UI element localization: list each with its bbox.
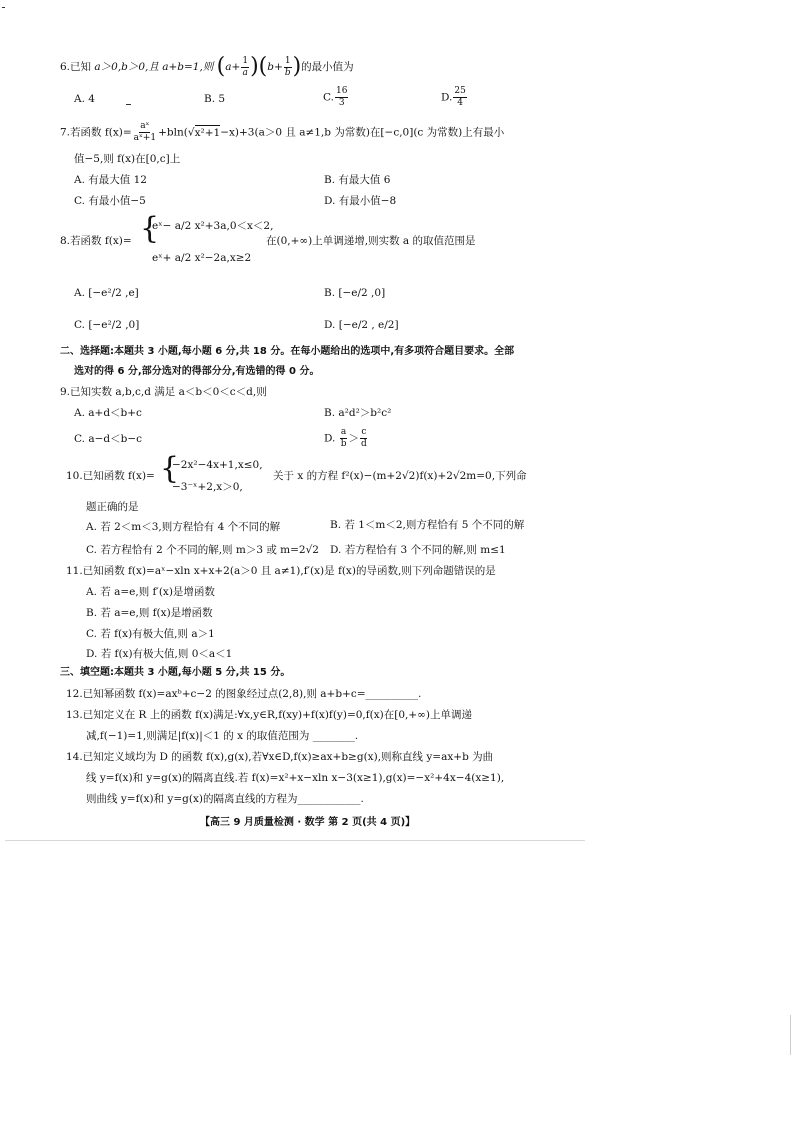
question-9-stem: 9.已知实数 a,b,c,d 满足 a＜b＜0＜c＜d,则 (60, 386, 267, 398)
question-14-line3: 则曲线 y=f(x)和 y=g(x)的隔离直线的方程为____________. (86, 793, 364, 805)
section-2-heading-line2: 选对的得 6 分,部分选对的得部分分,有选错的得 0 分。 (74, 366, 320, 377)
q6-pre: 已知 (70, 61, 92, 73)
question-number: 6. (60, 61, 71, 73)
q9-option-a: A. a+d＜b+c (74, 407, 142, 419)
q11-option-d: D. 若 f(x)有极大值,则 0＜a＜1 (86, 648, 233, 660)
q8-case-1: eˣ− a/2 x²+3a,0＜x＜2, (152, 220, 274, 232)
question-8-pre: 8.若函数 f(x)= (60, 235, 132, 247)
question-7-stem: 7.若函数 f(x)= $\frac{\text{aˣ}}{\text{aˣ+1}}$ +bln(√x²+1−x)+3(a＞0 且 a≠1,b 为常数)在[−c,0](c 为常数)上有最小 (60, 121, 505, 143)
q10-post: 关于 x 的方程 f²(x)−(m+2√2)f(x)+2√2m=0,下列命 (273, 470, 527, 482)
q10-option-c: C. 若方程恰有 2 个不同的解,则 m＞3 或 m=2√2 (86, 544, 319, 556)
q11-option-c: C. 若 f(x)有极大值,则 a＞1 (86, 628, 215, 640)
question-number: 9. (60, 386, 71, 398)
question-number: 7. (60, 126, 71, 139)
q6-post: 的最小值为 (301, 61, 354, 73)
q6-condition: a＞0,b＞0,且 a+b=1,则 (94, 61, 214, 73)
stray-mark (126, 104, 131, 105)
question-14-line2: 线 y=f(x)和 y=g(x)的隔离直线.若 f(x)=x²+x−xln x−3(x≥1),g(x)=−x²+4x−4(x≥1), (86, 772, 505, 784)
brace: { (160, 451, 180, 486)
question-6-stem: 6.已知 a＞0,b＞0,且 a+b=1,则 (a+ $\frac{1}{a}$ )(b+ $\frac{1}{b}$ )的最小值为 (60, 54, 354, 79)
q9-option-c: C. a−d＜b−c (74, 433, 143, 445)
q10-case-2: −3⁻ˣ+2,x＞0, (172, 481, 243, 493)
brace: { (140, 211, 160, 246)
q10-option-a: A. 若 2＜m＜3,则方程恰有 4 个不同的解 (86, 521, 281, 533)
fraction: $\frac{1}{a}$ (242, 55, 249, 78)
q6-option-d: D. $\frac{25}{4}$ (441, 86, 466, 108)
fraction: $\frac{c}{d}$ (361, 427, 367, 449)
q8-option-c: C. [−e²/2 ,0] (74, 319, 140, 331)
q10-line2: 题正确的是 (86, 501, 139, 513)
section-3-heading: 三、填空题:本题共 3 小题,每小题 5 分,共 15 分。 (60, 667, 291, 678)
q8-post: 在(0,+∞)上单调递增,则实数 a 的取值范围是 (266, 235, 476, 247)
question-number: 11. (66, 565, 83, 577)
question-number: 8. (60, 235, 71, 247)
corner-mark (2, 7, 5, 8)
q7-option-b: B. 有最大值 6 (324, 174, 391, 186)
question-number: 13. (66, 709, 83, 721)
fraction: $\frac{25}{4}$ (454, 86, 466, 108)
q11-option-a: A. 若 a=e,则 f′(x)是增函数 (86, 586, 215, 598)
question-13-line1: 13.已知定义在 R 上的函数 f(x)满足:∀x,y∈R,f(xy)+f(x)f(y)=0,f(x)在[0,+∞)上单调递 (66, 709, 473, 721)
q10-case-1: −2x²−4x+1,x≤0, (172, 459, 263, 471)
page-footer: 【高三 9 月质量检测 · 数学 第 2 页(共 4 页)】 (200, 817, 416, 828)
question-number: 12. (66, 688, 83, 700)
question-10-pre: 10.已知函数 f(x)= (66, 470, 155, 482)
q9-option-b: B. a²d²＞b²c² (324, 407, 392, 419)
q7-option-a: A. 有最大值 12 (74, 174, 147, 186)
q10-option-d: D. 若方程恰有 3 个不同的解,则 m≤1 (330, 544, 506, 556)
sqrt-radicand: x²+1 (194, 126, 221, 139)
fraction: $\frac{\text{aˣ}}{\text{aˣ+1}}$ (133, 121, 157, 143)
question-13-line2: 减,f(−1)=1,则满足|f(x)|＜1 的 x 的取值范围为 ________. (86, 730, 359, 742)
paren: ( (216, 54, 226, 79)
q8-case-2: eˣ+ a/2 x²−2a,x≥2 (152, 252, 252, 264)
fraction: $\frac{1}{b}$ (284, 55, 291, 78)
page-divider (5, 840, 585, 841)
q6-option-a: A. 4 (74, 93, 95, 105)
question-12-stem: 12.已知幂函数 f(x)=axᵇ+c−2 的图象经过点(2,8),则 a+b+c=__________. (66, 688, 422, 700)
q6-option-c: C. $\frac{16}{3}$ (323, 86, 348, 108)
q9-option-d: D. $\frac{a}{b}$ ＞ $\frac{c}{d}$ (324, 427, 367, 449)
question-number: 14. (66, 751, 83, 763)
question-number: 10. (66, 470, 83, 482)
q6-option-b: B. 5 (204, 93, 226, 105)
question-11-stem: 11.已知函数 f(x)=aˣ−xln x+x+2(a＞0 且 a≠1),f′(x)是 f(x)的导函数,则下列命题错误的是 (66, 565, 496, 577)
question-7-line2: 值−5,则 f(x)在[0,c]上 (74, 153, 181, 165)
fraction: $\frac{16}{3}$ (336, 86, 348, 108)
q7-option-c: C. 有最小值−5 (74, 195, 146, 207)
q8-option-d: D. [−e/2 , e/2] (324, 319, 399, 331)
q7-option-d: D. 有最小值−8 (324, 195, 397, 207)
fraction: $\frac{a}{b}$ (340, 427, 347, 449)
question-14-line1: 14.已知定义域均为 D 的函数 f(x),g(x),若∀x∈D,f(x)≥ax+b≥g(x),则称直线 y=ax+b 为曲 (66, 751, 494, 763)
section-2-heading: 二、选择题:本题共 3 小题,每小题 6 分,共 18 分。在每小题给出的选项中,有多项符合题目要求。全部 (60, 346, 515, 357)
q8-option-b: B. [−e/2 ,0] (324, 287, 386, 299)
q10-option-b: B. 若 1＜m＜2,则方程恰有 5 个不同的解 (330, 519, 525, 531)
q11-option-b: B. 若 a=e,则 f(x)是增函数 (86, 607, 213, 619)
q8-option-a: A. [−e²/2 ,e] (74, 287, 139, 299)
